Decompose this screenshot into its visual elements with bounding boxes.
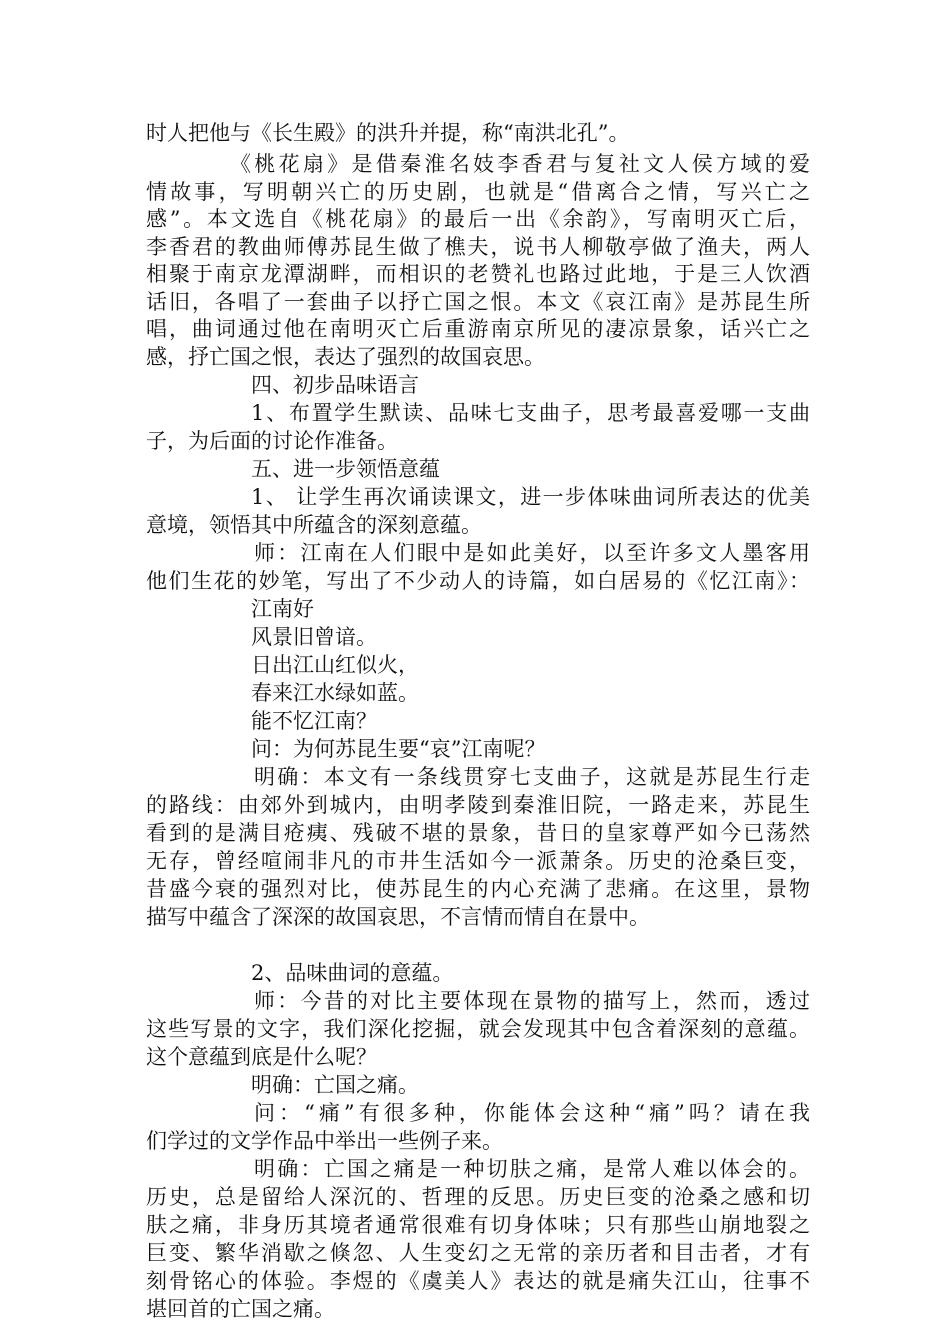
text-line: 明确：亡国之痛。 (251, 1073, 419, 1097)
text-line: 明确：本文有一条线贯穿七支曲子，这就是苏昆生行走 (254, 765, 810, 789)
text-line: 昔盛今衰的强烈对比，使苏昆生的内心充满了悲痛。在这里，景物 (146, 877, 810, 901)
text-line: 相聚于南京龙潭湖畔，而相识的老赞礼也路过此地，于是三人饮酒 (146, 262, 810, 286)
text-line: 刻骨铭心的体验。李煜的《虞美人》表达的就是痛失江山，往事不 (146, 1269, 810, 1293)
text-line: 的路线：由郊外到城内，由明孝陵到秦淮旧院，一路走来，苏昆生 (146, 793, 810, 817)
text-line: 问：为何苏昆生要“哀”江南呢？ (251, 737, 546, 761)
text-line: 问：“痛”有很多种，你能体会这种“痛”吗？请在我 (254, 1101, 810, 1125)
text-line: 1、布置学生默读、品味七支曲子，思考最喜爱哪一支曲 (251, 401, 810, 425)
text-line: 情故事，写明朝兴亡的历史剧，也就是“借离合之情，写兴亡之 (146, 180, 810, 204)
text-line: 感”。本文选自《桃花扇》的最后一出《余韵》，写南明灭亡后， (146, 207, 810, 231)
text-line: 师：今昔的对比主要体现在景物的描写上，然而，透过 (254, 989, 810, 1013)
text-line: 无存，曾经喧闹非凡的市井生活如今一派萧条。历史的沧桑巨变， (146, 849, 810, 873)
text-line: 时人把他与《长生殿》的洪升并提，称“南洪北孔”。 (146, 121, 630, 145)
section-heading: 四、初步品味语言 (251, 373, 419, 397)
text-line: 他们生花的妙笔，写出了不少动人的诗篇，如白居易的《忆江南》： (146, 569, 810, 593)
text-line: 意境，领悟其中所蕴含的深刻意蕴。 (146, 513, 482, 537)
poem-line: 能不忆江南？ (251, 709, 377, 733)
section-heading: 2、品味曲词的意蕴。 (251, 961, 454, 985)
text-line: 描写中蕴含了深深的故国哀思，不言情而情自在景中。 (146, 905, 650, 929)
text-line: 李香君的教曲师傅苏昆生做了樵夫，说书人柳敬亭做了渔夫，两人 (146, 235, 810, 259)
text-line: 这些写景的文字，我们深化挖掘，就会发现其中包含着深刻的意蕴。 (146, 1017, 810, 1041)
text-line: 肤之痛，非身历其境者通常很难有切身体味；只有那些山崩地裂之 (146, 1213, 810, 1237)
text-line: 1、 让学生再次诵读课文，进一步体味曲词所表达的优美 (251, 485, 810, 509)
poem-line: 日出江山红似火， (251, 653, 419, 677)
text-line: 明确：亡国之痛是一种切肤之痛，是常人难以体会的。 (254, 1157, 810, 1181)
section-heading: 五、进一步领悟意蕴 (251, 457, 440, 481)
poem-line: 风景旧曾谙。 (251, 625, 377, 649)
text-line: 历史，总是留给人深沉的、哲理的反思。历史巨变的沧桑之感和切 (146, 1185, 810, 1209)
text-line: 堪回首的亡国之痛。 (146, 1297, 335, 1321)
text-line: 感，抒亡国之恨，表达了强烈的故国哀思。 (146, 345, 545, 369)
text-line: 子，为后面的讨论作准备。 (146, 429, 398, 453)
text-line: 看到的是满目疮痍、残破不堪的景象，昔日的皇家尊严如今已荡然 (146, 821, 810, 845)
text-line: 这个意蕴到底是什么呢？ (146, 1045, 377, 1069)
text-line: 巨变、繁华消歇之倏忽、人生变幻之无常的亲历者和目击者，才有 (146, 1241, 810, 1265)
text-line: 话旧，各唱了一套曲子以抒亡国之恨。本文《哀江南》是苏昆生所 (146, 290, 810, 314)
poem-line: 春来江水绿如蓝。 (251, 681, 419, 705)
text-line: 们学过的文学作品中举出一些例子来。 (146, 1129, 503, 1153)
text-line: 《桃花扇》是借秦淮名妓李香君与复社文人侯方域的爱 (230, 152, 810, 176)
poem-line: 江南好 (251, 597, 314, 621)
text-line: 师：江南在人们眼中是如此美好，以至许多文人墨客用 (254, 541, 810, 565)
text-line: 唱，曲词通过他在南明灭亡后重游南京所见的凄凉景象，话兴亡之 (146, 317, 810, 341)
